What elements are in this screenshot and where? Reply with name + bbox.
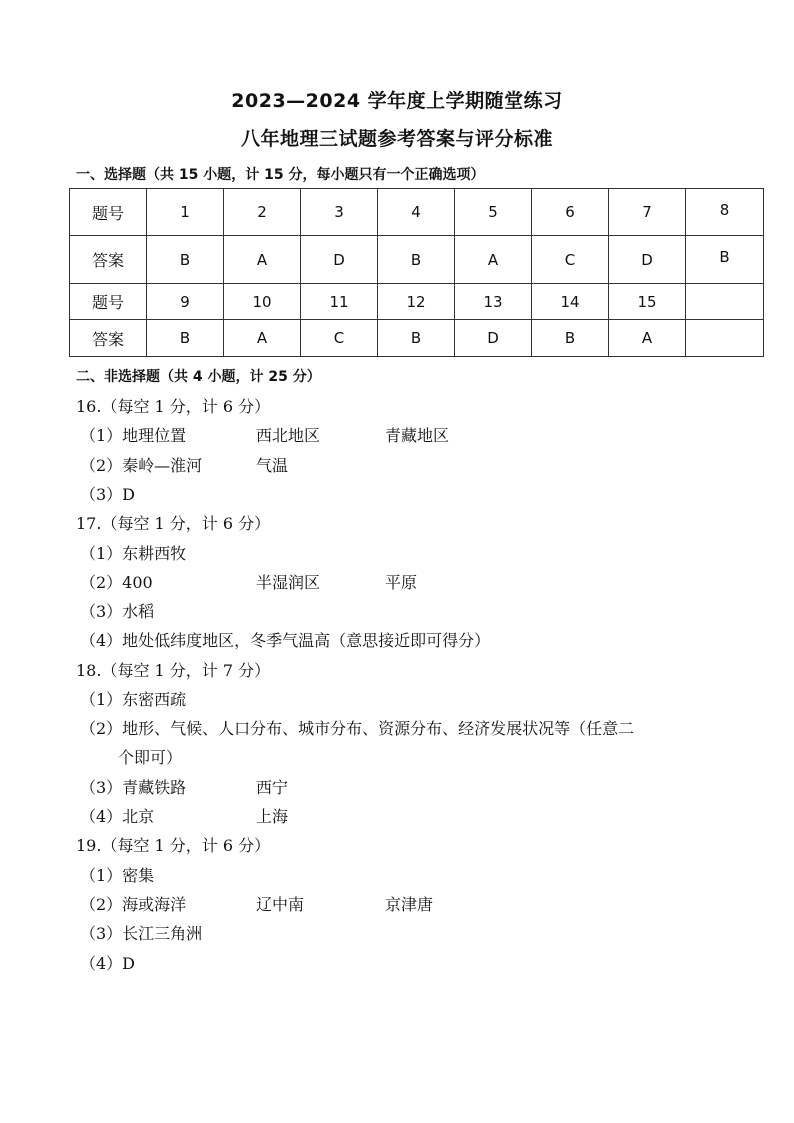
answer-text: （1）东密西疏 bbox=[80, 690, 187, 709]
answer-cell: B bbox=[147, 236, 224, 283]
answer-text: 西宁 bbox=[256, 778, 289, 797]
table-row bbox=[70, 236, 764, 283]
answer-cell bbox=[686, 320, 764, 357]
answer-cell: D bbox=[301, 236, 378, 283]
answer-text: （2）海或海洋 bbox=[80, 895, 187, 914]
answer-cell: A bbox=[609, 320, 686, 357]
answer-cell: A bbox=[224, 320, 301, 357]
answer-cell: A bbox=[455, 236, 532, 283]
answer-text: 个即可） bbox=[118, 748, 183, 767]
answer-text: 气温 bbox=[256, 456, 289, 475]
question-number-cell: 3 bbox=[301, 189, 378, 236]
answer-cell: B bbox=[686, 236, 764, 283]
page-title-line-2: 八年地理三试题参考答案与评分标准 bbox=[240, 128, 553, 150]
answer-cell: D bbox=[455, 320, 532, 357]
answer-cell: A bbox=[224, 236, 301, 283]
section-heading-non-choice: 二、非选择题（共 4 小题，计 25 分） bbox=[76, 369, 321, 385]
answer-text: （4）北京 bbox=[80, 807, 155, 826]
question-number-cell: 9 bbox=[147, 283, 224, 320]
answer-text: （3）水稻 bbox=[80, 602, 155, 621]
answer-text: （3）D bbox=[80, 485, 136, 504]
answer-text: 西北地区 bbox=[256, 426, 321, 445]
page-title-line-1: 2023—2024 学年度上学期随堂练习 bbox=[231, 90, 563, 112]
answer-text: 京津唐 bbox=[385, 895, 434, 914]
question-16-heading: 16.（每空 1 分，计 6 分） bbox=[76, 397, 271, 416]
question-number-cell: 12 bbox=[378, 283, 455, 320]
answer-text: （4）地处低纬度地区，冬季气温高（意思接近即可得分） bbox=[80, 631, 491, 650]
answer-text: （2）400 bbox=[80, 573, 153, 592]
row-label-number: 题号 bbox=[70, 283, 147, 320]
answer-text: 青藏地区 bbox=[385, 426, 450, 445]
question-number-cell: 7 bbox=[609, 189, 686, 236]
table-row bbox=[70, 283, 764, 320]
answer-table bbox=[69, 188, 764, 357]
table-row bbox=[70, 189, 764, 236]
row-label-answer: 答案 bbox=[70, 320, 147, 357]
answer-text: （2）地形、气候、人口分布、城市分布、资源分布、经济发展状况等（任意二 bbox=[80, 719, 635, 738]
answer-text: （1）东耕西牧 bbox=[80, 544, 187, 563]
answer-cell: B bbox=[147, 320, 224, 357]
question-number-cell: 15 bbox=[609, 283, 686, 320]
section-heading-multiple-choice: 一、选择题（共 15 小题，计 15 分，每小题只有一个正确选项） bbox=[76, 167, 485, 183]
answer-cell: B bbox=[378, 236, 455, 283]
question-number-cell: 10 bbox=[224, 283, 301, 320]
question-17-heading: 17.（每空 1 分，计 6 分） bbox=[76, 514, 271, 533]
question-number-cell: 6 bbox=[532, 189, 609, 236]
answer-text: （4）D bbox=[80, 954, 136, 973]
answer-cell: C bbox=[532, 236, 609, 283]
answer-text: （1）密集 bbox=[80, 866, 155, 885]
question-number-cell bbox=[686, 283, 764, 320]
row-label-answer: 答案 bbox=[70, 236, 147, 283]
answer-cell: C bbox=[301, 320, 378, 357]
answer-text: 辽中南 bbox=[256, 895, 305, 914]
question-number-cell: 1 bbox=[147, 189, 224, 236]
question-19-heading: 19.（每空 1 分，计 6 分） bbox=[76, 836, 271, 855]
answer-text: 上海 bbox=[256, 807, 289, 826]
answer-text: 半湿润区 bbox=[256, 573, 321, 592]
question-number-cell: 5 bbox=[455, 189, 532, 236]
question-number-cell: 2 bbox=[224, 189, 301, 236]
question-18-heading: 18.（每空 1 分，计 7 分） bbox=[76, 661, 271, 680]
question-number-cell: 8 bbox=[686, 189, 764, 236]
table-row bbox=[70, 320, 764, 357]
answer-cell: B bbox=[532, 320, 609, 357]
answer-text: （3）长江三角洲 bbox=[80, 924, 203, 943]
question-number-cell: 13 bbox=[455, 283, 532, 320]
answer-text: （3）青藏铁路 bbox=[80, 778, 187, 797]
answer-cell: D bbox=[609, 236, 686, 283]
question-number-cell: 11 bbox=[301, 283, 378, 320]
question-number-cell: 4 bbox=[378, 189, 455, 236]
answer-text: 平原 bbox=[385, 573, 418, 592]
row-label-number: 题号 bbox=[70, 189, 147, 236]
question-number-cell: 14 bbox=[532, 283, 609, 320]
answer-cell: B bbox=[378, 320, 455, 357]
answer-text: （2）秦岭—淮河 bbox=[80, 456, 203, 475]
answer-text: （1）地理位置 bbox=[80, 426, 187, 445]
